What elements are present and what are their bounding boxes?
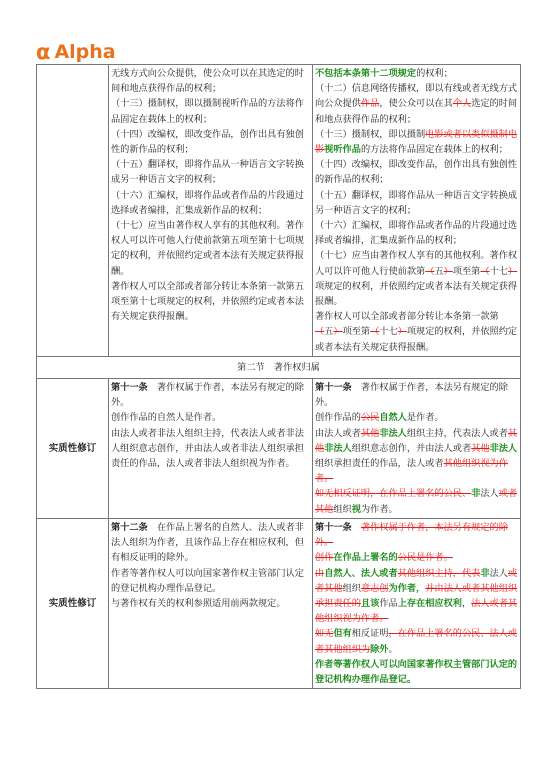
text-run: 十七 [489,265,508,277]
text-run: （十七）应当由著作权人享有的其他权利。著作权人可以许可他人行使前款第五项至第十七项规定的权利，并依照约定或者本法有关规定获得报酬。 [111,220,304,277]
paragraph [111,566,310,596]
deleted-text: 个人 [452,98,472,110]
paragraph [111,410,310,425]
deleted-text: 由 [315,567,325,579]
paragraph [315,188,518,218]
deleted-text: ） [333,326,343,338]
paragraph [315,81,518,127]
text-run: 作者等著作权人可以向国家著作权主管部门认定的登记机构办理作品登记。 [111,567,304,594]
text-run: 与著作权有关的权利参照适用前两款规定。 [111,597,286,609]
deleted-text: 其他组织主持，代表 [397,567,481,579]
deleted-text: 其他 [471,442,490,454]
paragraph [315,566,518,627]
deleted-text: 或者其他 [315,488,518,515]
text-run: ，使公众可以在其 [379,98,453,110]
inserted-text: 视听作品 [324,144,361,156]
text-run: 著作权属于作者，本法另有规定的除外。 [315,382,508,409]
revision-category: 实质性修订 [37,518,109,688]
section-row [37,356,521,378]
old-law-markup-text [313,65,521,357]
deleted-text: ） [507,265,518,277]
inserted-text: 非 [480,567,490,579]
text-run: ， [462,597,472,609]
paragraph [111,520,310,566]
paragraph [315,309,518,355]
revision-category: 实质性修订 [37,379,109,519]
text-run: （十七）应当由著作权人享有的其他权利。著作权人可以许可他人行使前款第 [315,250,518,277]
revision-category [37,65,109,357]
old-law-markup-text [313,518,521,688]
paragraph [111,380,310,410]
deleted-text: ） [443,265,453,277]
paragraph [111,279,310,325]
deleted-text: 公民是作者。 [397,552,453,564]
text-run [352,522,361,533]
inserted-text: 除外 [370,643,389,655]
paragraph [315,486,518,516]
text-run: 组织主持，代表法人或者 [406,427,508,439]
text-run: 著作权属于作者，本法另有规定的除外。 [111,382,304,409]
inserted-text: 但有 [333,628,352,640]
text-run: 相反证明 [351,628,389,640]
deleted-text: 如无相反证明，在作品上署名的公民、 [315,488,472,500]
text-run: 选定的时间和地点获得作品的权利； [315,98,518,125]
paragraph [315,157,518,187]
table-row [37,65,521,357]
new-law-text [109,65,313,357]
text-run: 五 [434,265,444,277]
deleted-text: 或者其他 [315,567,518,594]
paragraph [315,410,518,425]
old-law-markup-text [313,379,521,519]
text-run: （十三）摄制权，即以摄制视听作品的方法将作品固定在载体上的权利； [111,98,304,125]
text-run: 作品 [379,597,398,609]
text-run: 第十一条 [111,382,148,394]
paragraph [315,218,518,248]
text-run: 创作作品的 [315,412,361,424]
deleted-text: ） [397,326,407,338]
deleted-text: 意志创 [360,582,389,594]
text-run: （十六）汇编权，即将作品或者作品的片段通过选择或者编排，汇集成新作品的权利； [111,189,304,216]
deleted-text: 如无 [315,628,334,640]
text-run: 由法人或者 [315,427,361,439]
text-run: （十三）摄制权，即以摄制 [315,128,426,140]
deleted-text: 创作 [315,552,334,564]
text-run: 。 [388,643,398,655]
inserted-text: 非 [471,488,481,500]
text-run: （十五）翻译权，即将作品从一种语言文字转换成另一种语言文字的权利； [111,159,304,186]
text-run: 第十二条 [111,521,148,533]
text-run: 法人 [480,488,499,500]
paragraph [315,550,518,565]
deleted-text: 并由法人或者其他组织承担责任的 [315,582,518,609]
deleted-text: 其他 [360,427,380,439]
inserted-text: 自然人 [379,412,407,424]
paragraph [315,127,518,157]
text-run: 组织 [333,503,352,515]
text-run: 创作作品的自然人是作者。 [111,412,222,424]
text-run: （十四）改编权，即改变作品，创作出具有独创性的新作品的权利； [111,128,304,156]
deleted-text: （ [425,265,435,277]
deleted-text: 其他 [315,427,518,454]
deleted-text: ，在作品上署名的公民、法人或者其他组织为 [315,628,518,655]
inserted-text: 视 [351,503,361,515]
brand-name: Alpha [54,41,116,63]
inserted-text: 作者等著作权人可以向国家著作权主管部门认定的登记机构办理作品登记。 [315,658,518,685]
text-run: 组织意志创作，并由法人或者 [351,442,472,454]
brand-logo [36,40,116,64]
deleted-text: 作品 [360,98,380,110]
paragraph [111,218,310,279]
deleted-text: （ [370,326,380,338]
inserted-text: 为作者， [388,582,426,594]
paragraph [315,248,518,309]
inserted-text: 非法人 [324,442,352,454]
text-run: 由法人或者非法人组织主持，代表法人或者非法人组织意志创作，并由法人或者非法人组织承担责任的作品，法人或者非法人组织视为作者。 [111,427,304,470]
inserted-text: 不包括本条第十二项规定 [315,68,417,79]
paragraph [111,66,310,96]
inserted-text: 上存在相应权利 [397,597,462,609]
paragraph [315,520,518,550]
text-run: 在作品上署名的自然人、法人或者非法人组织为作者，且该作品上存在相应权利，但有相反证明的除外。 [111,521,304,564]
text-run: （十四）改编权，即改变作品，创作出具有独创性的新作品的权利； [315,159,518,186]
text-run: 第十一条 [315,521,352,533]
deleted-text: 公民 [360,412,380,424]
inserted-text: 在作品上署名的 [333,552,398,564]
text-run: 著作权人可以全部或者部分转让本条第一款第 [315,311,499,323]
section-heading: 第二节 著作权归属 [37,356,521,378]
text-run: 项规定的权利，并依照约定或者本法有关规定获得报酬。 [315,326,518,353]
table-row [37,379,521,519]
text-run: 的权利； [416,68,453,79]
deleted-text: 著作权属于作者，本法另有规定的除外。 [315,521,508,549]
inserted-text: 非法人 [489,442,518,454]
text-run: 项规定的权利，并依照约定或者本法有关规定获得报酬。 [315,280,518,308]
deleted-text: 法人或者其他组织视为作者。 [315,597,518,625]
paragraph [111,596,310,611]
alpha-logo-icon: α [36,40,51,64]
paragraph [111,157,310,187]
text-run: （十二）信息网络传播权，即以有线或者无线方式向公众提供 [315,83,518,110]
paragraph [315,626,518,656]
paragraph [315,426,518,487]
text-run: 组织承担责任的作品，法人或者 [315,458,444,470]
text-run: 著作权人可以全部或者部分转让本条第一款第五项至第十七项规定的权利，并依照约定或者本法有关规定获得报酬。 [111,280,304,323]
text-run: 的方法将作品固定在载体上的权利； [360,144,508,156]
text-run: 是作者。 [406,412,444,424]
table-row [37,518,521,688]
text-run: 无线方式向公众提供，使公众可以在其选定的时间和地点获得作品的权利； [111,68,304,95]
text-run: （十六）汇编权，即将作品或者作品的片段通过选择或者编排，汇集成新作品的权利； [315,220,518,247]
comparison-table [36,64,521,689]
paragraph [111,426,310,472]
text-run: 组织 [342,582,361,594]
text-run: 第十一条 [315,382,352,394]
deleted-text: （ [480,265,490,277]
paragraph [315,380,518,410]
paragraph [111,96,310,126]
text-run: 项至第 [452,265,481,277]
deleted-text: （ [315,326,325,338]
paragraph [111,188,310,218]
text-run: 为作者。 [360,503,398,515]
deleted-text: 电影或者以类似摄制电影 [315,128,518,156]
inserted-text: 且该 [360,597,380,609]
text-run: 法人 [489,567,508,579]
inserted-text: 非法人 [379,427,407,439]
text-run: 项至第 [342,326,371,338]
paragraph [111,127,310,157]
text-run: （十五）翻译权，即将作品从一种语言文字转换成另一种语言文字的权利； [315,189,518,216]
text-run: 五 [324,326,334,338]
text-run: 十七 [379,326,398,338]
paragraph [315,66,518,81]
new-law-text [109,379,313,519]
new-law-text [109,518,313,688]
paragraph [315,657,518,687]
inserted-text: 自然人、法人或者 [324,567,398,579]
deleted-text: 其他组织视为作者。 [315,458,508,485]
